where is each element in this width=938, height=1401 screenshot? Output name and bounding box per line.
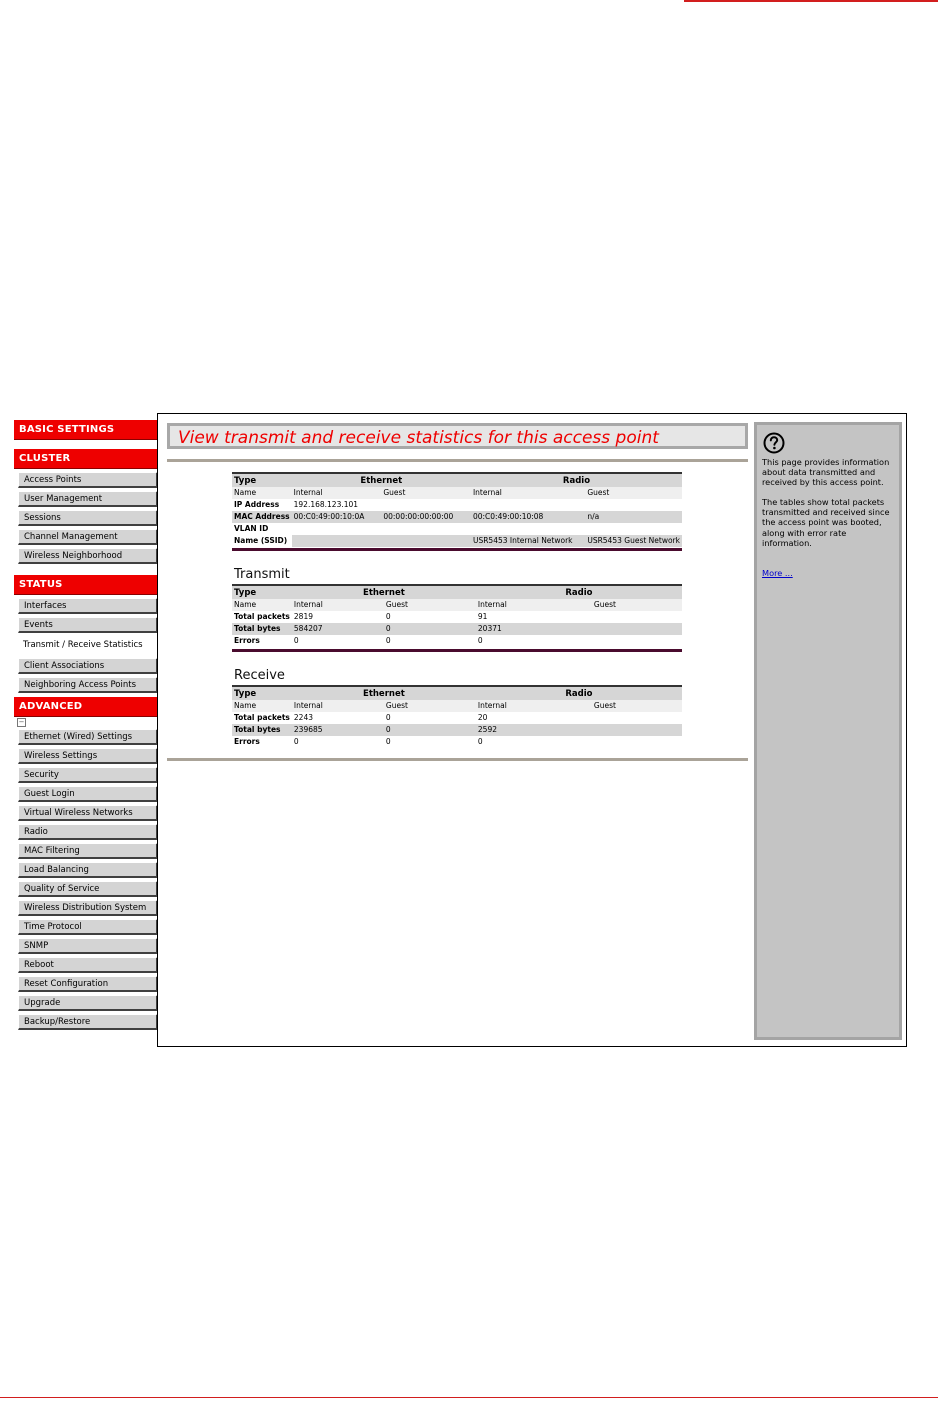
col-eth-guest: Guest bbox=[384, 599, 476, 611]
sidebar-item-reset-configuration[interactable]: Reset Configuration bbox=[18, 976, 158, 992]
transmit-title: Transmit bbox=[234, 567, 290, 582]
table-bottom-bar bbox=[232, 649, 682, 652]
row-label: Total packets bbox=[234, 713, 290, 722]
col-name: Name bbox=[232, 700, 292, 712]
sidebar-item-neighboring-access-points[interactable]: Neighboring Access Points bbox=[18, 677, 158, 693]
sidebar-item-ethernet-settings[interactable]: Ethernet (Wired) Settings bbox=[18, 729, 158, 745]
help-paragraph: The tables show total packets transmitted and received since the access point was booted, along with error rate information. bbox=[762, 497, 890, 548]
col-eth-guest: Guest bbox=[384, 700, 476, 712]
sidebar-item-reboot[interactable]: Reboot bbox=[18, 957, 158, 973]
cell: 0 bbox=[293, 737, 299, 746]
sidebar-item-upgrade[interactable]: Upgrade bbox=[18, 995, 158, 1011]
cell bbox=[292, 535, 382, 547]
cell: 0 bbox=[384, 623, 476, 635]
sidebar-item-sessions[interactable]: Sessions bbox=[18, 510, 158, 526]
sidebar-item-interfaces[interactable]: Interfaces bbox=[18, 598, 158, 614]
col-name: Name bbox=[232, 487, 292, 499]
table-row bbox=[232, 635, 682, 647]
col-radio-internal: Internal bbox=[476, 700, 592, 712]
cell: 0 bbox=[385, 737, 391, 746]
table-row bbox=[232, 499, 682, 511]
sidebar-item-wireless-distribution-system[interactable]: Wireless Distribution System bbox=[18, 900, 158, 916]
help-panel bbox=[754, 422, 902, 1040]
cell: 0 bbox=[385, 636, 391, 645]
col-radio: Radio bbox=[476, 686, 682, 700]
sidebar-nav bbox=[14, 420, 158, 1030]
col-radio-internal: Internal bbox=[476, 599, 592, 611]
sidebar-section-status[interactable]: STATUS bbox=[14, 575, 158, 595]
row-label: MAC Address bbox=[234, 512, 290, 521]
table-row bbox=[232, 724, 682, 736]
cell bbox=[585, 523, 682, 535]
col-ethernet: Ethernet bbox=[292, 686, 476, 700]
row-label: Total bytes bbox=[232, 724, 292, 736]
divider bbox=[167, 758, 748, 761]
table-subheader-row bbox=[232, 700, 682, 712]
col-ethernet: Ethernet bbox=[292, 473, 471, 487]
table-row bbox=[232, 535, 682, 547]
page-bottom-rule bbox=[0, 1397, 938, 1398]
col-type: Type bbox=[232, 473, 292, 487]
interfaces-table bbox=[232, 472, 682, 547]
row-label: Total packets bbox=[234, 612, 290, 621]
cell: 2243 bbox=[293, 713, 313, 722]
sidebar-item-virtual-wireless-networks[interactable]: Virtual Wireless Networks bbox=[18, 805, 158, 821]
cell: 0 bbox=[293, 636, 299, 645]
col-eth-internal: Internal bbox=[292, 487, 382, 499]
row-label: Errors bbox=[234, 636, 260, 645]
col-radio-guest: Guest bbox=[592, 700, 682, 712]
cell bbox=[585, 499, 682, 511]
table-row bbox=[232, 523, 682, 535]
sidebar-section-basic-settings[interactable]: BASIC SETTINGS bbox=[14, 420, 158, 440]
cell: 0 bbox=[477, 737, 483, 746]
cell bbox=[592, 611, 682, 623]
row-label: Total bytes bbox=[232, 623, 292, 635]
cell bbox=[381, 499, 471, 511]
sidebar-item-client-associations[interactable]: Client Associations bbox=[18, 658, 158, 674]
row-label: Name (SSID) bbox=[232, 535, 292, 547]
col-type: Type bbox=[232, 686, 292, 700]
table-row bbox=[232, 511, 682, 523]
help-paragraph: This page provides information about data transmitted and received by this access point. bbox=[762, 457, 890, 488]
cell bbox=[592, 724, 682, 736]
cell: 192.168.123.101 bbox=[293, 500, 359, 509]
table-row bbox=[232, 611, 682, 623]
page-title: View transmit and receive statistics for this access point bbox=[178, 428, 659, 448]
cell: 584207 bbox=[292, 623, 384, 635]
cell: 0 bbox=[385, 612, 391, 621]
sidebar-item-radio[interactable]: Radio bbox=[18, 824, 158, 840]
cell bbox=[292, 523, 382, 535]
sidebar-section-cluster[interactable]: CLUSTER bbox=[14, 449, 158, 469]
sidebar-item-time-protocol[interactable]: Time Protocol bbox=[18, 919, 158, 935]
receive-title: Receive bbox=[234, 668, 285, 683]
table-bottom-bar bbox=[232, 548, 682, 551]
col-type: Type bbox=[232, 585, 292, 599]
cell bbox=[592, 635, 682, 647]
cell: 91 bbox=[477, 612, 488, 621]
col-ethernet: Ethernet bbox=[292, 585, 476, 599]
col-radio-internal: Internal bbox=[471, 487, 585, 499]
help-text bbox=[762, 457, 892, 558]
table-row bbox=[232, 736, 682, 748]
cell: 20371 bbox=[476, 623, 592, 635]
main-content-frame bbox=[157, 413, 907, 1047]
cell: 00:C0:49:00:10:08 bbox=[471, 511, 585, 523]
cell: 2592 bbox=[476, 724, 592, 736]
cell bbox=[471, 523, 585, 535]
cell: 0 bbox=[385, 713, 391, 722]
sidebar-item-guest-login[interactable]: Guest Login bbox=[18, 786, 158, 802]
cell: 2819 bbox=[293, 612, 313, 621]
cell bbox=[381, 523, 471, 535]
col-radio-guest: Guest bbox=[592, 599, 682, 611]
table-header-row bbox=[232, 585, 682, 599]
cell bbox=[381, 535, 471, 547]
cell: n/a bbox=[585, 511, 682, 523]
table-row bbox=[232, 712, 682, 724]
sidebar-section-advanced[interactable]: ADVANCED bbox=[14, 697, 158, 717]
cell: 00:C0:49:00:10:0A bbox=[292, 511, 382, 523]
cell: 0 bbox=[477, 636, 483, 645]
collapse-icon[interactable]: − bbox=[18, 718, 25, 726]
sidebar-item-security[interactable]: Security bbox=[18, 767, 158, 783]
row-label: IP Address bbox=[234, 500, 280, 509]
sidebar-item-channel-management[interactable]: Channel Management bbox=[18, 529, 158, 545]
table-subheader-row bbox=[232, 599, 682, 611]
table-subheader-row bbox=[232, 487, 682, 499]
sidebar-item-wireless-settings[interactable]: Wireless Settings bbox=[18, 748, 158, 764]
cell bbox=[592, 736, 682, 748]
col-eth-guest: Guest bbox=[381, 487, 471, 499]
col-radio: Radio bbox=[471, 473, 682, 487]
transmit-table bbox=[232, 584, 682, 647]
col-name: Name bbox=[232, 599, 292, 611]
sidebar-item-load-balancing[interactable]: Load Balancing bbox=[18, 862, 158, 878]
sidebar-item-access-points[interactable]: Access Points bbox=[18, 472, 158, 488]
more-link[interactable]: More ... bbox=[762, 568, 793, 578]
sidebar-item-user-management[interactable]: User Management bbox=[18, 491, 158, 507]
cell bbox=[471, 499, 585, 511]
divider bbox=[167, 459, 748, 462]
col-eth-internal: Internal bbox=[292, 700, 384, 712]
cell: 20 bbox=[477, 713, 488, 722]
table-header-row bbox=[232, 473, 682, 487]
row-label: Errors bbox=[234, 737, 260, 746]
sidebar-item-quality-of-service[interactable]: Quality of Service bbox=[18, 881, 158, 897]
sidebar-item-mac-filtering[interactable]: MAC Filtering bbox=[18, 843, 158, 859]
cell bbox=[592, 623, 682, 635]
cell: 0 bbox=[384, 724, 476, 736]
cell: USR5453 Internal Network bbox=[471, 535, 585, 547]
col-radio-guest: Guest bbox=[585, 487, 682, 499]
col-eth-internal: Internal bbox=[292, 599, 384, 611]
cell: 00:00:00:00:00:00 bbox=[381, 511, 471, 523]
row-label: VLAN ID bbox=[234, 524, 269, 533]
col-radio: Radio bbox=[476, 585, 682, 599]
sidebar-item-snmp[interactable]: SNMP bbox=[18, 938, 158, 954]
sidebar-item-events[interactable]: Events bbox=[18, 617, 158, 633]
table-row bbox=[232, 623, 682, 635]
sidebar-item-wireless-neighborhood[interactable]: Wireless Neighborhood bbox=[18, 548, 158, 564]
sidebar-item-transmit-receive-statistics[interactable]: Transmit / Receive Statistics bbox=[18, 636, 158, 654]
receive-table bbox=[232, 685, 682, 748]
page-title-box bbox=[167, 423, 748, 449]
cell: USR5453 Guest Network bbox=[587, 536, 680, 545]
cell: 239685 bbox=[292, 724, 384, 736]
cell bbox=[592, 712, 682, 724]
question-circle-icon[interactable] bbox=[763, 432, 785, 454]
page-top-rule bbox=[684, 0, 938, 2]
table-header-row bbox=[232, 686, 682, 700]
sidebar-item-backup-restore[interactable]: Backup/Restore bbox=[18, 1014, 158, 1030]
